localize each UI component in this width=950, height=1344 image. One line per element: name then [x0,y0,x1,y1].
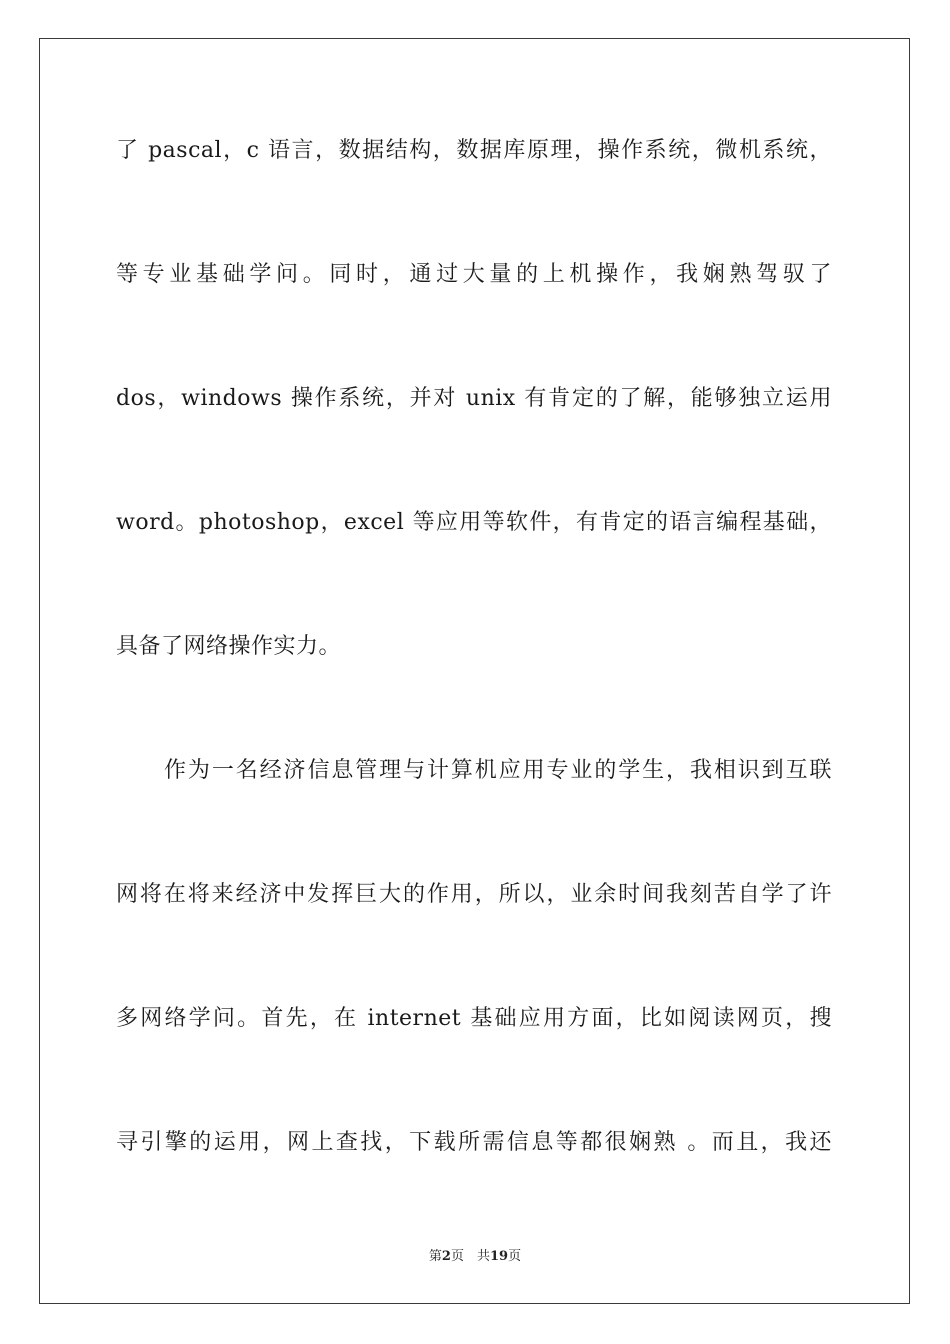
body-line-9: 寻引擎的运用，网上查找，下载所需信息等都很娴熟 。而且，我还 [116,1130,832,1155]
body-line-5: 具备了网络操作实力。 [116,634,342,659]
body-line-6: 作为一名经济信息管理与计算机应用专业的学生，我相识到互联 [164,758,832,783]
body-line-4: word。photoshop，excel 等应用等软件，有肯定的语言编程基础， [116,510,832,535]
footer-total-pages: 19 [489,1249,509,1264]
footer-suffix: 页 [508,1249,522,1264]
footer-prefix: 第 [428,1249,442,1264]
body-line-8: 多网络学问。首先，在 internet 基础应用方面，比如阅读网页，搜 [116,1006,832,1031]
footer-mid: 页 共 [450,1249,490,1264]
page-footer [0,1245,950,1264]
body-line-2: 等专业基础学问。同时，通过大量的上机操作，我娴熟驾驭了 [116,262,832,287]
body-line-1: 了 pascal，c 语言，数据结构，数据库原理，操作系统，微机系统， [116,138,832,163]
body-line-3: dos，windows 操作系统，并对 unix 有肯定的了解，能够独立运用 [116,386,832,411]
page-border [39,38,910,1304]
body-line-7: 网将在将来经济中发挥巨大的作用，所以，业余时间我刻苦自学了许 [116,882,832,907]
footer-current-page: 2 [441,1249,451,1264]
